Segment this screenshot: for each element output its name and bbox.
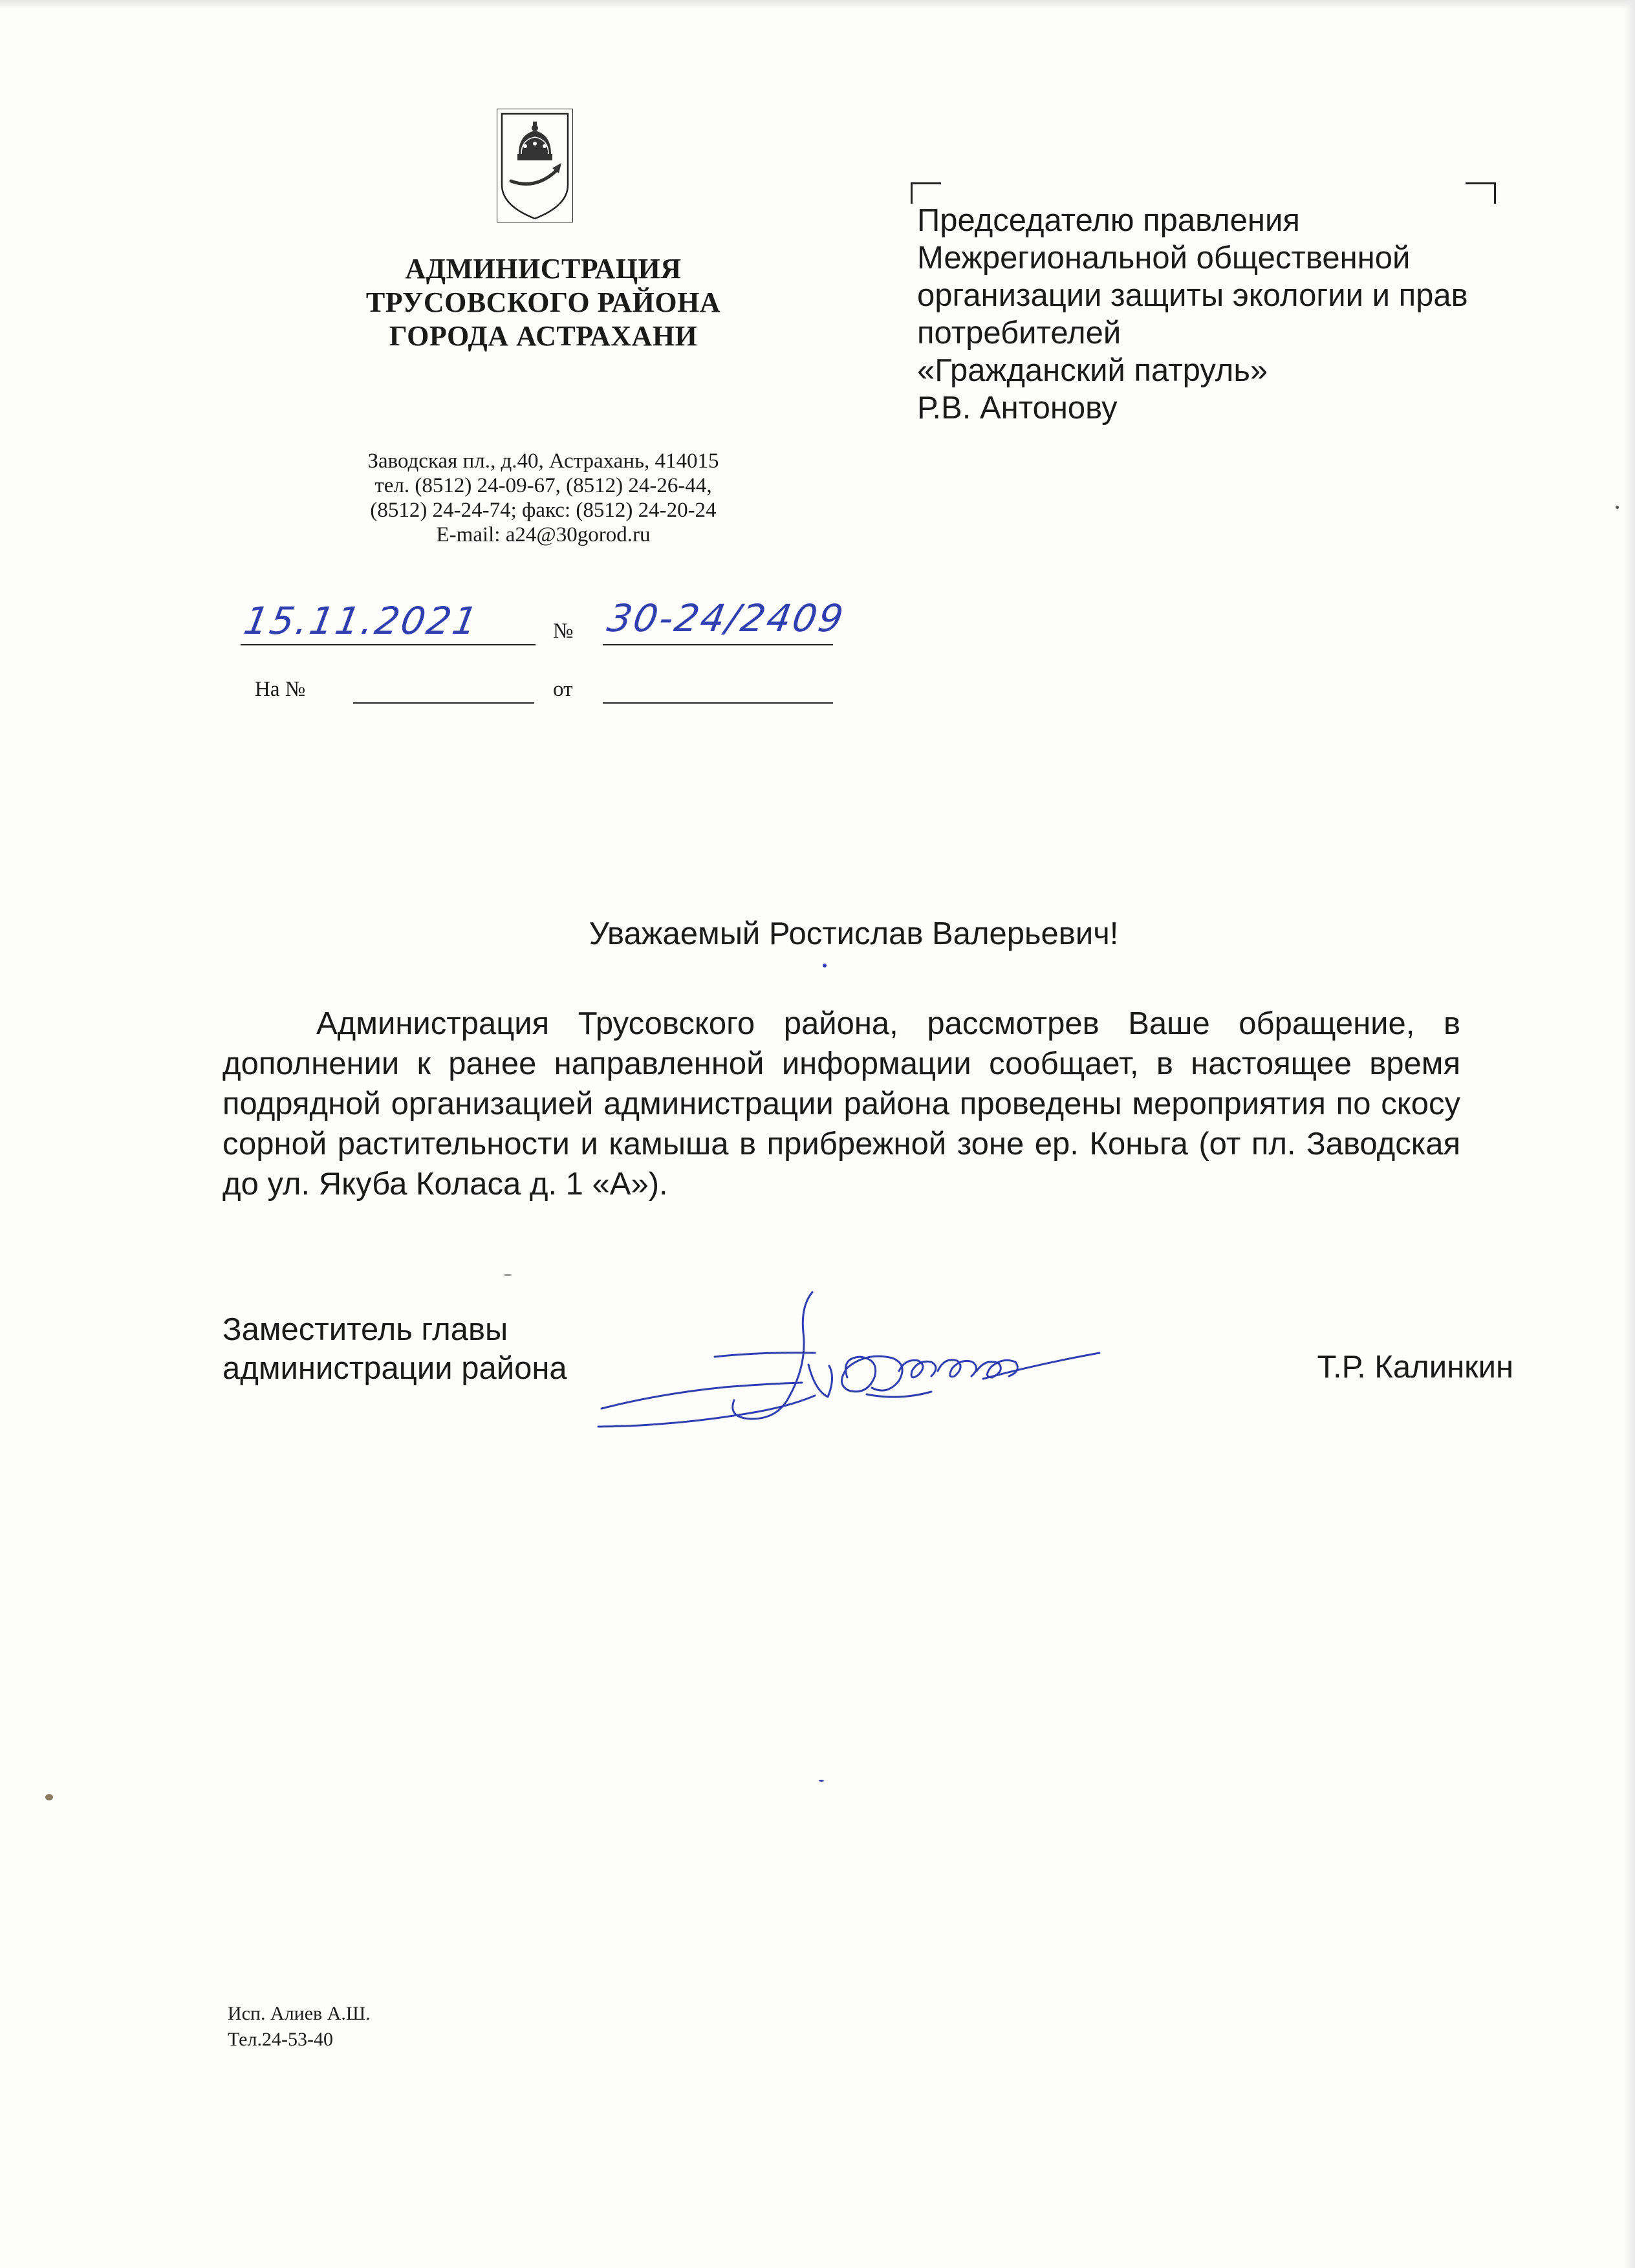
- signatory-position-line: администрации района: [222, 1351, 567, 1386]
- coat-of-arms-icon: [497, 109, 573, 222]
- scan-speck: [503, 1274, 512, 1276]
- scan-speck: [823, 964, 827, 967]
- executor-block: [228, 2001, 616, 2053]
- signatory-name: Т.Р. Калинкин: [1317, 1350, 1513, 1385]
- letter-body: Администрация Трусовского района, рассмотрев Ваше обращение, в дополнении к ранее направленной информации сообщает, в настоящее время подрядной организацией администрации района проведены мероприятия по скосу сорной растительности и камыша в прибрежной зоне ер. Коньга (от пл. Заводская до ул. Якуба Коласа д. 1 «А»).: [222, 1006, 1460, 1202]
- organization-name: [285, 252, 802, 353]
- date-underline: [241, 644, 536, 645]
- number-underline: [603, 644, 833, 645]
- outgoing-date: 15.11.2021: [241, 599, 483, 643]
- executor-phone: Тел.24-53-40: [228, 2029, 333, 2050]
- scan-speck: [819, 1780, 824, 1782]
- number-label: №: [553, 620, 574, 643]
- scan-speck: [1616, 506, 1619, 509]
- reply-number-line: [353, 702, 534, 704]
- scan-edge: [1623, 0, 1635, 2268]
- scan-speck: [45, 1794, 53, 1800]
- organization-contacts: [285, 449, 802, 547]
- addressee-block: [917, 202, 1577, 427]
- addressee-corner-mark: [911, 182, 941, 204]
- reply-to-label: На №: [255, 678, 306, 701]
- addressee-line: «Гражданский патруль»: [917, 353, 1268, 388]
- addressee-line: организации защиты экологии и прав: [917, 278, 1468, 313]
- signatory-position-line: Заместитель главы: [222, 1312, 508, 1347]
- addressee-line: Председателю правления: [917, 203, 1300, 238]
- address-line: Заводская пл., д.40, Астрахань, 414015: [367, 449, 719, 473]
- salutation: Уважаемый Ростислав Валерьевич!: [589, 916, 1119, 951]
- org-name-line: ГОРОДА АСТРАХАНИ: [389, 320, 698, 352]
- handwritten-signature: [595, 1280, 1112, 1449]
- executor-name: Исп. Алиев А.Ш.: [228, 2003, 371, 2024]
- scan-edge: [0, 0, 1635, 9]
- from-label: от: [553, 678, 573, 701]
- reply-date-line: [603, 702, 833, 704]
- phone-fax-line: (8512) 24-24-74; факс: (8512) 24-20-24: [370, 499, 717, 522]
- phone-line: тел. (8512) 24-09-67, (8512) 24-26-44,: [374, 474, 712, 497]
- org-name-line: ТРУСОВСКОГО РАЙОНА: [365, 286, 721, 318]
- addressee-line: Р.В. Антонову: [917, 391, 1118, 426]
- outgoing-number: 30-24/2409: [604, 596, 849, 640]
- org-name-line: АДМИНИСТРАЦИЯ: [405, 253, 682, 285]
- email-line: E-mail: a24@30gorod.ru: [436, 523, 651, 546]
- addressee-corner-mark: [1466, 182, 1496, 204]
- addressee-line: Межрегиональной общественной: [917, 241, 1411, 275]
- addressee-line: потребителей: [917, 316, 1121, 351]
